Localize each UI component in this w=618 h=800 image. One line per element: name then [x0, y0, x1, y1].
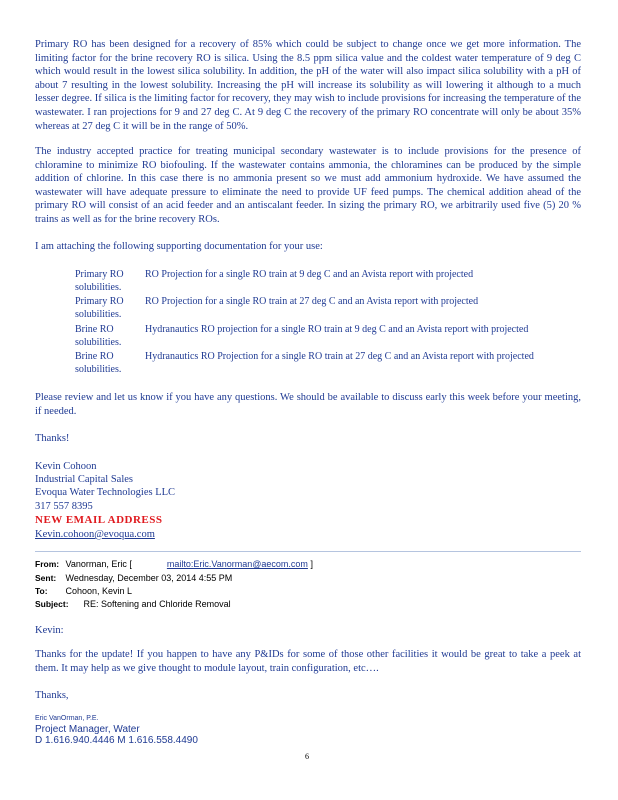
- sender-title: Industrial Capital Sales: [35, 474, 133, 485]
- attachment-label: Brine RO: [75, 324, 114, 335]
- attachment-label: Primary RO: [75, 296, 124, 307]
- attachment-label: Brine RO: [75, 351, 114, 362]
- reply-thanks: Thanks,: [35, 690, 69, 701]
- from-email-link[interactable]: mailto:Eric.Vanorman@aecom.com: [166, 559, 308, 569]
- sent-value: Wednesday, December 03, 2014 4:55 PM: [65, 573, 233, 583]
- from-label: From:: [35, 559, 60, 569]
- page-number: 6: [305, 752, 309, 761]
- signoff-thanks: Thanks!: [35, 433, 70, 444]
- attachment-description: RO Projection for a single RO train at 27 deg C and an Avista report with projected: [145, 296, 479, 307]
- sender-phone: 317 557 8395: [35, 501, 93, 512]
- sender-company: Evoqua Water Technologies LLC: [35, 487, 176, 498]
- reply-body: Thanks for the update! If you happen to have any P&IDs for some of those other facilities it would be great to take a peek at them. It may help as we give thought to module layout, train configuration, etc….: [35, 649, 581, 674]
- header-from: [35, 558, 313, 570]
- paragraph-attachments-intro: I am attaching the following supporting documentation for your use:: [35, 241, 323, 252]
- reply-sig-phone: D 1.616.940.4446 M 1.616.558.4490: [35, 735, 198, 746]
- attachment-description: Hydranautics RO projection for a single RO train at 9 deg C and an Avista report with projected: [145, 324, 529, 335]
- paragraph-review-request: Please review and let us know if you have any questions. We should be available to discuss early this week before your meeting, if needed.: [35, 392, 581, 417]
- reply-sig-title: Project Manager, Water: [35, 724, 140, 735]
- attachment-continuation: solubilities.: [75, 309, 122, 320]
- header-sent: [35, 572, 232, 584]
- message-divider: [35, 551, 581, 552]
- reply-sig-name: Eric VanOrman, P.E.: [35, 715, 99, 722]
- attachment-continuation: solubilities.: [75, 364, 122, 375]
- attachment-label: Primary RO: [75, 269, 124, 280]
- header-subject: [35, 598, 231, 610]
- subject-value: RE: Softening and Chloride Removal: [83, 599, 231, 609]
- attachment-description: RO Projection for a single RO train at 9 deg C and an Avista report with projected: [145, 269, 474, 280]
- subject-label: Subject:: [35, 599, 69, 609]
- sender-name: Kevin Cohoon: [35, 461, 97, 472]
- to-value: Cohoon, Kevin L: [65, 586, 133, 596]
- paragraph-primary-ro: Primary RO has been designed for a recovery of 85% which could be subject to change once we get more information. The limiting factor for the brine recovery RO is silica. Using the 8.5 ppm silica value and the coldest water temperature of 9 deg C which would result in the lowest silica solubility. In addition, the pH of the water will also impact silica solubility with a pH of about 7 resulting in the lowest solubility. Increasing the pH will increase its solubility as will lowering it although to a much lesser degree. If silica is the limiting factor for recovery, they may wish to include provisions for increasing the temperature of the wastewater. I ran projections for 9 and 27 deg C. At 9 deg C the recovery of the primary RO concentrate will only be about 35% whereas at 27 deg C it will be in the range of 50%.: [35, 39, 582, 132]
- paragraph-industry-practice: The industry accepted practice for treating municipal secondary wastewater is to include provisions for the presence of chloramine to minimize RO biofouling. If the wastewater contains ammonia, the chloramines can be produced by the simple addition of chlorine. In this case there is no ammonia present so we must add ammonium hydroxide. We have assumed the wastewater will have adequate pressure to eliminate the need to provide UF feed pumps. The chemical addition ahead of the primary RO will consist of an acid feeder and an antiscalant feeder. In sizing the primary RO, we arbitrarily used five (5) 20 % trains as well as for the brine recovery ROs.: [35, 146, 581, 225]
- sent-label: Sent:: [35, 573, 57, 583]
- to-label: To:: [35, 586, 48, 596]
- reply-greeting: Kevin:: [35, 625, 64, 636]
- from-close: ]: [310, 559, 313, 569]
- sender-email-link[interactable]: Kevin.cohoon@evoqua.com: [35, 529, 155, 540]
- attachment-description: Hydranautics RO Projection for a single RO train at 27 deg C and an Avista report with projected: [145, 351, 534, 362]
- attachment-continuation: solubilities.: [75, 337, 122, 348]
- attachment-continuation: solubilities.: [75, 282, 122, 293]
- new-email-notice: NEW EMAIL ADDRESS: [35, 514, 163, 526]
- header-to: [35, 585, 132, 597]
- from-name: Vanorman, Eric [: [65, 559, 132, 569]
